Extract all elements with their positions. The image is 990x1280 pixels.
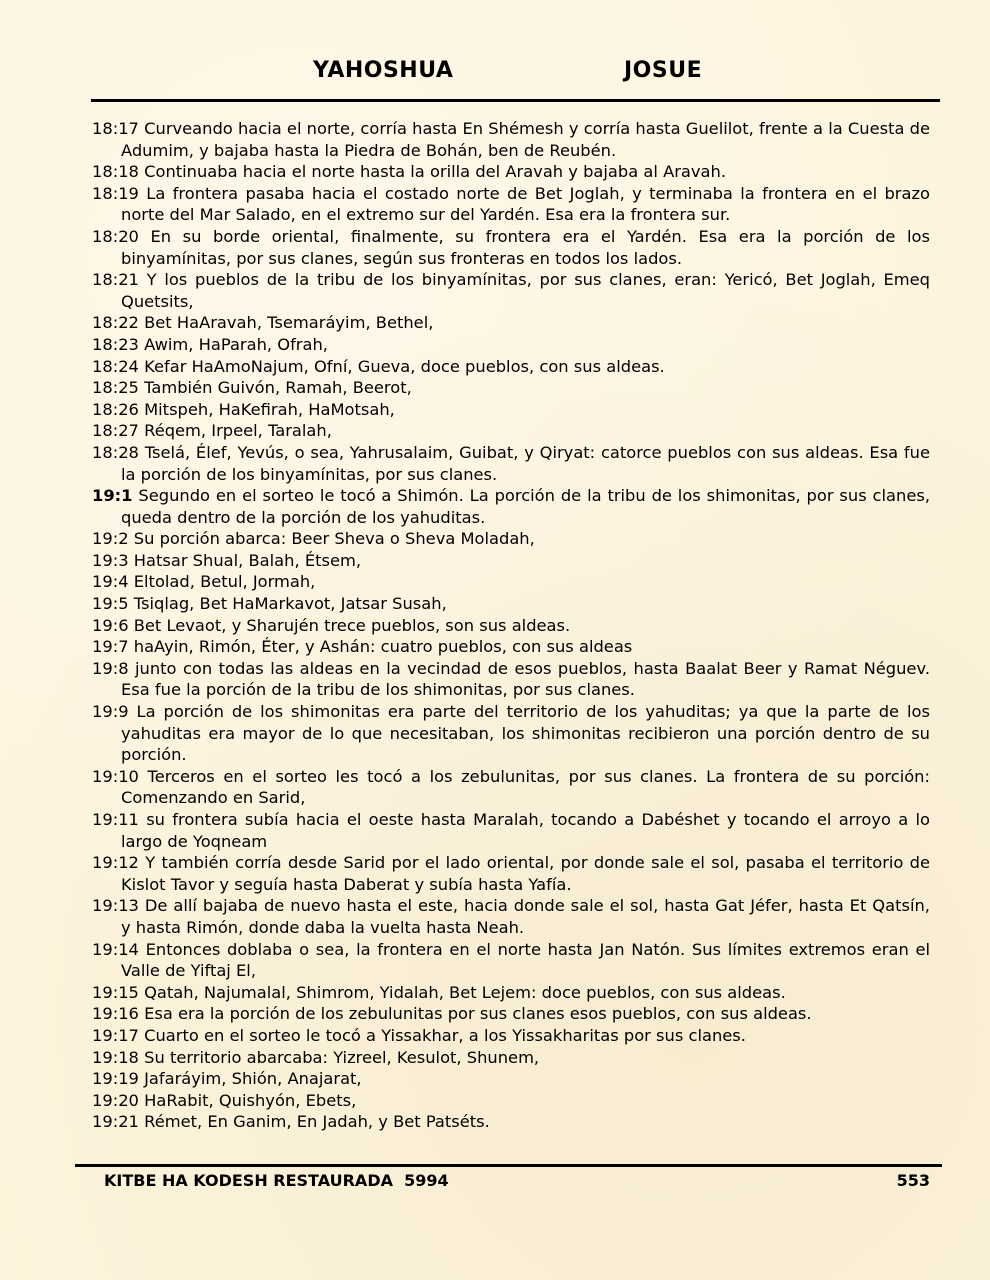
verse-text: Terceros en el sorteo les tocó a los zebulunitas, por sus clanes. La frontera de su porción: Comenzando en Sarid, xyxy=(121,766,930,808)
verse-number: 19:3 xyxy=(92,550,129,570)
verse xyxy=(92,183,930,226)
verse-text: También Guivón, Ramah, Beerot, xyxy=(144,378,412,398)
verse-number: 19:21 xyxy=(92,1112,139,1132)
verse xyxy=(92,593,930,615)
header-right-title: JOSUE xyxy=(624,58,703,83)
verse xyxy=(92,636,930,658)
verse-number: 19:14 xyxy=(92,939,139,959)
verse-number: 18:19 xyxy=(92,183,139,203)
verse-text: junto con todas las aldeas en la vecindad de esos pueblos, hasta Baalat Beer y Ramat Néguev. Esa fue la porción de la tribu de los shimonitas, por sus clanes. xyxy=(121,658,930,700)
verse xyxy=(92,399,930,421)
verse-number: 18:18 xyxy=(92,162,139,182)
verse xyxy=(92,161,930,183)
verse-text: Y los pueblos de la tribu de los binyamínitas, por sus clanes, eran: Yericó, Bet Joglah, Emeq Quetsits, xyxy=(121,270,931,311)
verse-text: Awim, HaParah, Ofrah, xyxy=(144,334,328,354)
verse-number: 19:18 xyxy=(92,1047,139,1067)
verse-number: 19:4 xyxy=(92,572,129,592)
verse-text: Segundo en el sorteo le tocó a Shimón. La porción de la tribu de los shimonitas, por sus clanes, queda dentro de la porción de los yahuditas. xyxy=(121,486,930,527)
verse-number: 18:28 xyxy=(92,442,139,462)
verse-text: Su porción abarca: Beer Sheva o Sheva Moladah, xyxy=(133,529,535,549)
verse-number: 19:17 xyxy=(92,1025,139,1045)
verse xyxy=(92,356,930,378)
verse xyxy=(92,1047,930,1069)
verse-number: 19:15 xyxy=(92,982,139,1002)
verse-number: 18:27 xyxy=(92,421,139,441)
verse-number: 19:1 xyxy=(92,486,133,506)
footer-page-number: 553 xyxy=(896,1171,930,1190)
verse-list xyxy=(92,118,930,1133)
verse-text: Hatsar Shual, Balah, Étsem, xyxy=(133,550,362,570)
verse-text: Eltolad, Betul, Jormah, xyxy=(133,572,316,592)
verse xyxy=(92,377,930,399)
verse xyxy=(92,1068,930,1090)
verse-text: Esa era la porción de los zebulunitas por sus clanes esos pueblos, con sus aldeas. xyxy=(144,1004,812,1024)
verse-text: Continuaba hacia el norte hasta la orilla del Aravah y bajaba al Aravah. xyxy=(144,162,726,182)
verse-number: 18:22 xyxy=(92,313,139,333)
verse-number: 19:20 xyxy=(92,1090,139,1110)
verse-number: 19:11 xyxy=(92,810,139,829)
verse-text: La porción de los shimonitas era parte del territorio de los yahuditas; ya que la parte de los yahuditas era mayor de lo que necesitaban, los shimonitas recibieron una porción dentro de su porción. xyxy=(121,702,930,765)
verse xyxy=(92,420,930,442)
verse-number: 19:10 xyxy=(92,766,139,786)
verse-number: 19:16 xyxy=(92,1004,139,1024)
verse-text: Su territorio abarcaba: Yizreel, Kesulot, Shunem, xyxy=(144,1047,540,1067)
verse-text: Curveando hacia el norte, corría hasta En Shémesh y corría hasta Guelilot, frente a la Cuesta de Adumim, y bajaba hasta la Piedra de Bohán, ben de Reubén. xyxy=(121,119,930,160)
verse xyxy=(92,1090,930,1112)
verse-number: 19:12 xyxy=(92,853,139,873)
verse-text: Qatah, Najumalal, Shimrom, Yidalah, Bet Lejem: doce pueblos, con sus aldeas. xyxy=(144,982,786,1002)
verse xyxy=(92,658,930,701)
verse-number: 19:2 xyxy=(92,529,129,549)
verse xyxy=(92,852,930,895)
verse-text: Tselá, Élef, Yevús, o sea, Yahrusalaim, Guibat, y Qiryat: catorce pueblos con sus aldeas. Esa fue la porción de los binyamínitas, por sus clanes. xyxy=(121,442,931,484)
verse-number: 19:7 xyxy=(92,637,129,657)
verse xyxy=(92,939,930,982)
verse xyxy=(92,442,930,485)
verse xyxy=(92,334,930,356)
verse-number: 19:13 xyxy=(92,896,139,916)
verse xyxy=(92,550,930,572)
verse-text: haAyin, Rimón, Éter, y Ashán: cuatro pueblos, con sus aldeas xyxy=(133,637,633,657)
header-rule xyxy=(91,99,940,102)
page-footer xyxy=(0,1171,990,1195)
verse-text: Bet Levaot, y Sharujén trece pueblos, son sus aldeas. xyxy=(133,615,571,635)
verse-number: 19:8 xyxy=(92,658,129,678)
verse-number: 19:5 xyxy=(92,594,129,614)
verse xyxy=(92,701,930,766)
verse-text: Jafaráyim, Shión, Anajarat, xyxy=(144,1069,362,1089)
verse-text: Y también corría desde Sarid por el lado oriental, por donde sale el sol, pasaba el territorio de Kislot Tavor y seguía hasta Daberat y subía hasta Yafía. xyxy=(121,853,930,894)
verse-text: Réqem, Irpeel, Taralah, xyxy=(144,421,332,441)
footer-book-title: KITBE HA KODESH RESTAURADA 5994 xyxy=(104,1171,449,1190)
header-left-title: YAHOSHUA xyxy=(313,58,454,83)
verse-number: 18:17 xyxy=(92,119,139,138)
verse xyxy=(92,982,930,1004)
verse xyxy=(92,1003,930,1025)
verse xyxy=(92,809,930,852)
verse-number: 19:6 xyxy=(92,615,129,635)
verse xyxy=(92,226,930,269)
page-header xyxy=(0,58,990,92)
verse xyxy=(92,528,930,550)
verse-number: 18:23 xyxy=(92,334,139,354)
verse xyxy=(92,1025,930,1047)
verse xyxy=(92,766,930,809)
verse xyxy=(92,312,930,334)
footer-rule xyxy=(75,1164,942,1167)
verse-text: Bet HaAravah, Tsemaráyim, Bethel, xyxy=(144,313,434,333)
verse-number: 18:24 xyxy=(92,356,139,376)
verse-text: Tsiqlag, Bet HaMarkavot, Jatsar Susah, xyxy=(133,594,447,614)
verse-text: Entonces doblaba o sea, la frontera en el norte hasta Jan Natón. Sus límites extremos eran el Valle de Yiftaj El, xyxy=(121,939,930,981)
verse-text: La frontera pasaba hacia el costado norte de Bet Joglah, y terminaba la frontera en el brazo norte del Mar Salado, en el extremo sur del Yardén. Esa era la frontera sur. xyxy=(121,183,930,225)
verse xyxy=(92,1111,930,1133)
verse-text: Cuarto en el sorteo le tocó a Yissakhar, a los Yissakharitas por sus clanes. xyxy=(144,1025,746,1045)
verse xyxy=(92,615,930,637)
verse xyxy=(92,269,930,312)
verse-text: De allí bajaba de nuevo hasta el este, hacia donde sale el sol, hasta Gat Jéfer, hasta Et Qatsín, y hasta Rimón, donde daba la vuelta hasta Neah. xyxy=(121,896,930,937)
verse xyxy=(92,485,930,528)
verse-number: 18:26 xyxy=(92,399,139,419)
verse-text: HaRabit, Quishyón, Ebets, xyxy=(144,1090,357,1110)
verse-number: 18:20 xyxy=(92,226,139,246)
verse-number: 18:21 xyxy=(92,270,139,290)
verse xyxy=(92,895,930,938)
verse-text: Mitspeh, HaKefirah, HaMotsah, xyxy=(144,399,395,419)
verse-number: 19:9 xyxy=(92,702,129,722)
verse-number: 18:25 xyxy=(92,378,139,398)
verse xyxy=(92,571,930,593)
verse-text: su frontera subía hacia el oeste hasta Maralah, tocando a Dabéshet y tocando el arroyo a lo largo de Yoqneam xyxy=(121,810,930,851)
verse-text: Kefar HaAmoNajum, Ofní, Gueva, doce pueblos, con sus aldeas. xyxy=(144,356,665,376)
verse-text: En su borde oriental, finalmente, su frontera era el Yardén. Esa era la porción de los binyamínitas, por sus clanes, según sus fronteras en todos los lados. xyxy=(121,226,930,268)
verse xyxy=(92,118,930,161)
verse-number: 19:19 xyxy=(92,1069,139,1089)
verse-text: Rémet, En Ganim, En Jadah, y Bet Patséts. xyxy=(144,1112,490,1132)
